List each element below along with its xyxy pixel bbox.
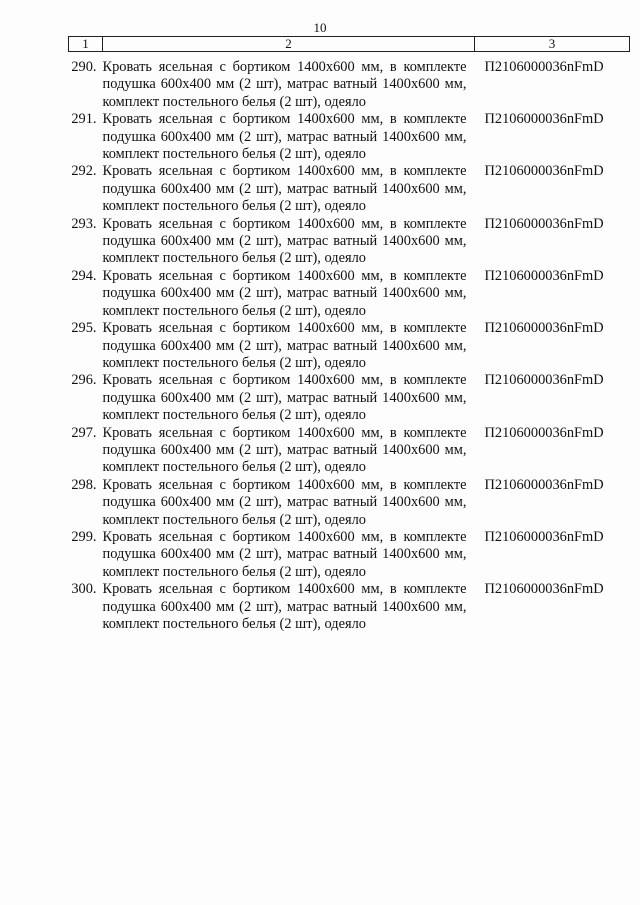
item-number: 296.: [71, 372, 97, 389]
item-number: 299.: [71, 528, 97, 545]
item-code: П2106000036nFmD: [484, 267, 604, 284]
item-number: 291.: [71, 111, 97, 128]
column-header-3: 3: [475, 37, 630, 52]
item-code: П2106000036nFmD: [484, 528, 604, 545]
item-code: П2106000036nFmD: [484, 215, 604, 232]
header-row: [69, 37, 630, 52]
item-code: П2106000036nFmD: [484, 476, 604, 493]
table-row: [69, 425, 630, 477]
table-row: [69, 268, 630, 320]
item-code: П2106000036nFmD: [484, 59, 604, 75]
item-description: Кровать ясельная с бортиком 1400x600 мм, в комплекте подушка 600x400 мм (2 шт), матрас ватный 1400x600 мм, комплект постельного белья (2 шт), одеяло: [102, 59, 467, 110]
item-number: 294.: [71, 267, 97, 284]
item-number: 292.: [71, 163, 97, 180]
table-header: [69, 37, 630, 52]
item-description: Кровать ясельная с бортиком 1400x600 мм, в комплекте подушка 600x400 мм (2 шт), матрас ватный 1400x600 мм, комплект постельного белья (2 шт), одеяло: [102, 163, 467, 215]
item-code: П2106000036nFmD: [484, 372, 604, 389]
item-number: 297.: [71, 424, 97, 441]
item-code: П2106000036nFmD: [484, 163, 604, 180]
table-row: [69, 372, 630, 424]
table-row: [69, 52, 630, 112]
item-description: Кровать ясельная с бортиком 1400x600 мм, в комплекте подушка 600x400 мм (2 шт), матрас ватный 1400x600 мм, комплект постельного белья (2 шт), одеяло: [102, 424, 467, 476]
item-description: Кровать ясельная с бортиком 1400x600 мм, в комплекте подушка 600x400 мм (2 шт), матрас ватный 1400x600 мм, комплект постельного белья (2 шт), одеяло: [102, 267, 467, 319]
item-code: П2106000036nFmD: [484, 424, 604, 441]
item-description: Кровать ясельная с бортиком 1400x600 мм, в комплекте подушка 600x400 мм (2 шт), матрас ватный 1400x600 мм, комплект постельного белья (2 шт), одеяло: [102, 320, 467, 371]
item-code: П2106000036nFmD: [484, 581, 604, 598]
item-description: Кровать ясельная с бортиком 1400x600 мм, в комплекте подушка 600x400 мм (2 шт), матрас ватный 1400x600 мм, комплект постельного белья (2 шт), одеяло: [102, 581, 467, 632]
item-description: Кровать ясельная с бортиком 1400x600 мм, в комплекте подушка 600x400 мм (2 шт), матрас ватный 1400x600 мм, комплект постельного белья (2 шт), одеяло: [102, 215, 467, 267]
item-code: П2106000036nFmD: [484, 320, 604, 337]
item-number: 298.: [71, 476, 97, 493]
page-number: 10: [313, 20, 327, 35]
item-description: Кровать ясельная с бортиком 1400x600 мм, в комплекте подушка 600x400 мм (2 шт), матрас ватный 1400x600 мм, комплект постельного белья (2 шт), одеяло: [102, 372, 467, 424]
item-code: П2106000036nFmD: [484, 111, 604, 128]
item-number: 295.: [71, 320, 97, 337]
item-number: 293.: [71, 215, 97, 232]
items-table: [68, 36, 630, 633]
item-description: Кровать ясельная с бортиком 1400x600 мм, в комплекте подушка 600x400 мм (2 шт), матрас ватный 1400x600 мм, комплект постельного белья (2 шт), одеяло: [102, 528, 467, 580]
table-row: [69, 216, 630, 268]
table-row: [69, 111, 630, 163]
item-number: 300.: [71, 581, 97, 598]
table-row: [69, 163, 630, 215]
column-header-2: 2: [103, 37, 475, 52]
column-header-1: 1: [69, 37, 103, 52]
table-row: [69, 477, 630, 529]
table-row: [69, 529, 630, 581]
item-description: Кровать ясельная с бортиком 1400x600 мм, в комплекте подушка 600x400 мм (2 шт), матрас ватный 1400x600 мм, комплект постельного белья (2 шт), одеяло: [102, 476, 467, 528]
item-number: 290.: [71, 59, 97, 75]
table-row: [69, 320, 630, 372]
table-body: [69, 52, 630, 634]
item-description: Кровать ясельная с бортиком 1400x600 мм, в комплекте подушка 600x400 мм (2 шт), матрас ватный 1400x600 мм, комплект постельного белья (2 шт), одеяло: [102, 111, 467, 163]
table-row: [69, 581, 630, 633]
